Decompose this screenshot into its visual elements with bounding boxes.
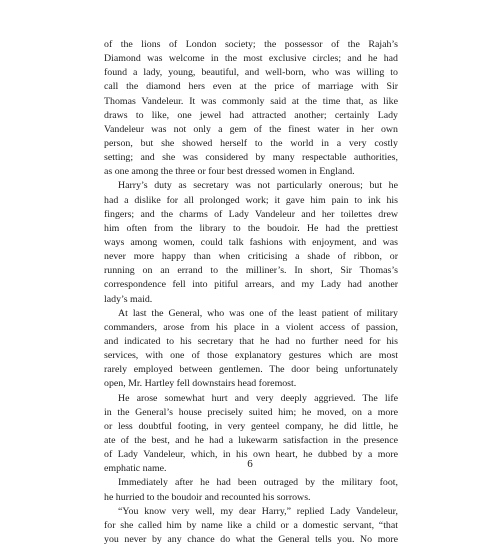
text-line: fingers; and the charms of Lady Vandeleur and her toilettes drew (104, 208, 398, 220)
text-line: Harry’s duty as secretary was not particularly onerous; but he (118, 180, 398, 192)
text-line: draws to like, one jewel had attracted another; certainly Lady (104, 109, 398, 121)
text-line: him often from the library to the boudoir. He had the prettiest (104, 222, 398, 234)
text-line: never more happy than when criticising a shade of ribbon, or (104, 251, 398, 263)
body-text (104, 38, 398, 547)
text-line: as one among the three or four best dressed women in England. (104, 166, 355, 178)
text-line: Thomas Vandeleur. It was commonly said at the time that, as like (104, 95, 398, 107)
text-line: for she called him by name like a child or a domestic servant, “that (104, 519, 398, 531)
text-line: of Lady Vandeleur, which, in his own heart, he dubbed by a more (104, 449, 398, 461)
text-line: services, with one of those explanatory gestures which are most (104, 350, 398, 362)
text-line: Diamond was welcome in the most exclusive circles; and he had (104, 53, 398, 65)
text-line: Immediately after he had been outraged by the military foot, (118, 477, 398, 489)
text-line: He arose somewhat hurt and very deeply aggrieved. The life (118, 392, 398, 404)
text-line: Vandeleur was not only a gem of the finest water in her own (104, 123, 398, 135)
text-line: had a dislike for all prolonged work; it gave him pain to ink his (104, 194, 398, 206)
text-line: correspondence fell into pitiful arrears, and my Lady had another (104, 279, 398, 291)
text-line: and indicated to his secretary that he had no further need for his (104, 335, 398, 347)
text-line: he hurried to the boudoir and recounted his sorrows. (104, 491, 311, 503)
text-line: lady’s maid. (104, 293, 153, 305)
text-line: or less doubtful footing, in very genteel company, he did little, he (104, 420, 398, 432)
text-line: in the General’s house precisely suited him; he moved, on a more (104, 406, 398, 418)
text-line: emphatic name. (104, 463, 167, 475)
text-line: setting; and she was considered by many respectable authorities, (104, 152, 398, 164)
text-line: call the diamond hers even at the price of marriage with Sir (104, 81, 398, 93)
text-line: ate of the best, and he had a lukewarm satisfaction in the presence (104, 434, 398, 446)
text-line: commanders, arose from his place in a violent access of passion, (104, 321, 398, 333)
text-line: open, Mr. Hartley fell downstairs head foremost. (104, 378, 297, 390)
text-line: of the lions of London society; the possessor of the Rajah’s (104, 39, 398, 50)
text-line: running on an errand to the milliner’s. In short, Sir Thomas’s (104, 265, 398, 277)
page-number: 6 (247, 458, 253, 470)
text-line: you never by any chance do what the General tells you. No more (104, 533, 398, 545)
text-line: rarely employed between gentlemen. The door being unfortunately (104, 364, 398, 376)
text-line: person, but she showed herself to the world in a very costly (104, 137, 398, 149)
text-line: found a lady, young, beautiful, and well-born, who was willing to (104, 67, 398, 79)
text-line: “You know very well, my dear Harry,” replied Lady Vandeleur, (118, 505, 398, 517)
text-line: At last the General, who was one of the least patient of military (118, 307, 398, 319)
text-line: ways among women, could talk fashions with enjoyment, and was (104, 236, 398, 248)
